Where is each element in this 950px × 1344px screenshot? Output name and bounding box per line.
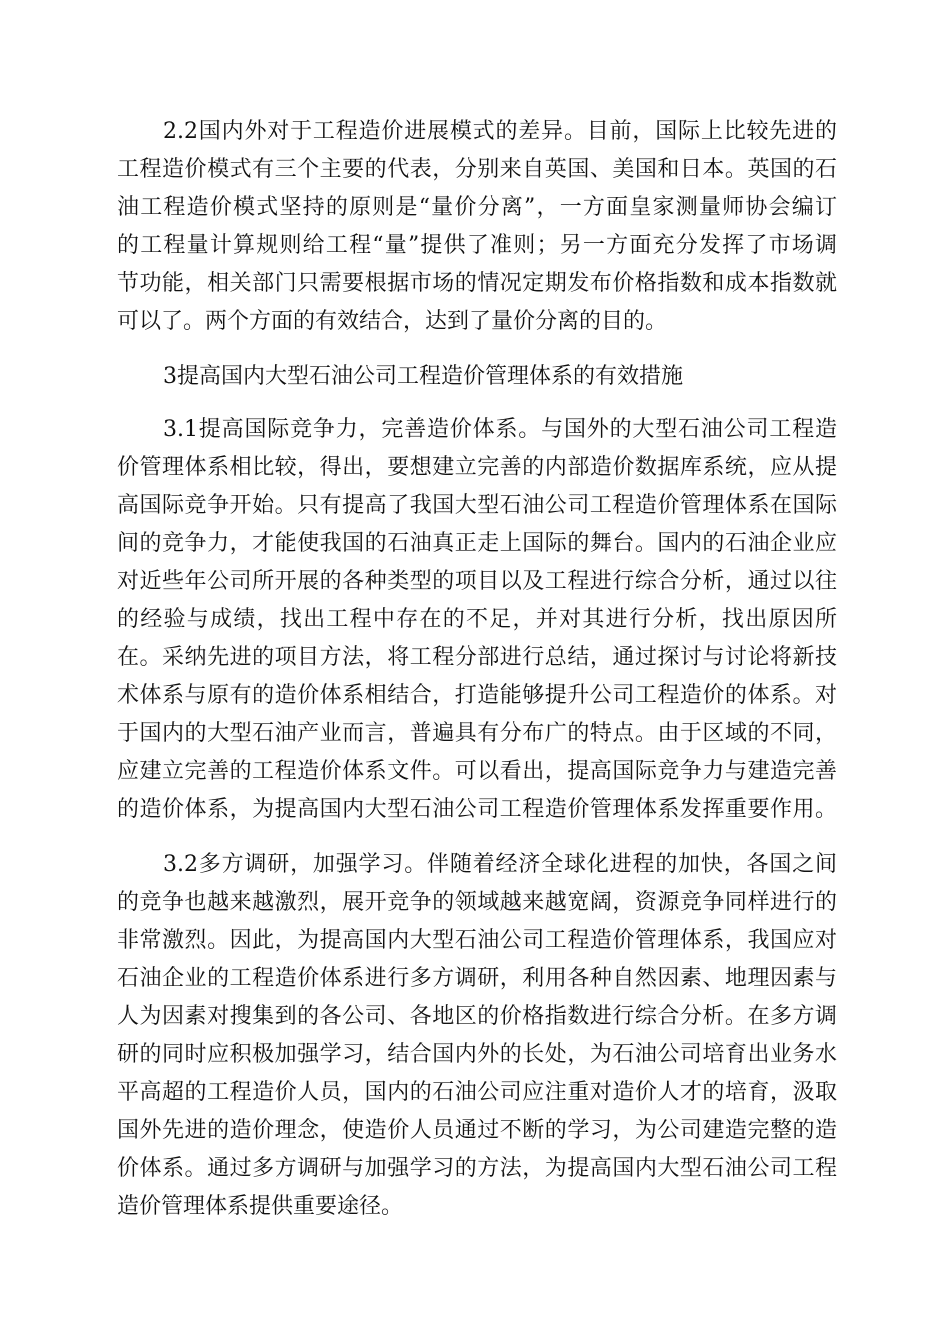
paragraph-3-1-line-4: 间的竞争力，才能使我国的石油真正走上国际的舞台。国内的石油企业应 [117,531,837,556]
paragraph-3-1-line-6: 的经验与成绩，找出工程中存在的不足，并对其进行分析，找出原因所 [117,607,837,632]
paragraph-3-1-line-10: 应建立完善的工程造价体系文件。可以看出，提高国际竞争力与建造完善 [117,759,837,784]
paragraph-3-2-line-1: 3.2多方调研，加强学习。伴随着经济全球化进程的加快，各国之间 [163,852,837,877]
paragraph-2-2-line-4: 的工程量计算规则给工程“量”提供了准则；另一方面充分发挥了市场调 [117,233,837,258]
paragraph-3-1-line-3: 高国际竞争开始。只有提高了我国大型石油公司工程造价管理体系在国际 [117,493,837,518]
section-3-heading: 3提高国内大型石油公司工程造价管理体系的有效措施 [163,364,683,389]
paragraph-3-2-line-6: 研的同时应积极加强学习，结合国内外的长处，为石油公司培育出业务水 [117,1042,837,1067]
paragraph-2-2-line-1: 2.2国内外对于工程造价进展模式的差异。目前，国际上比较先进的 [163,119,837,144]
paragraph-3-2-line-9: 价体系。通过多方调研与加强学习的方法，为提高国内大型石油公司工程 [117,1156,837,1181]
paragraph-3-2-line-5: 人为因素对搜集到的各公司、各地区的价格指数进行综合分析。在多方调 [117,1004,837,1029]
paragraph-3-1-line-8: 术体系与原有的造价体系相结合，打造能够提升公司工程造价的体系。对 [117,683,837,708]
paragraph-3-1-line-11: 的造价体系，为提高国内大型石油公司工程造价管理体系发挥重要作用。 [117,797,837,822]
paragraph-3-1-line-5: 对近些年公司所开展的各种类型的项目以及工程进行综合分析，通过以往 [117,569,837,594]
paragraph-3-2-line-2: 的竞争也越来越激烈，展开竞争的领域越来越宽阔，资源竞争同样进行的 [117,890,837,915]
paragraph-3-2-line-8: 国外先进的造价理念，使造价人员通过不断的学习，为公司建造完整的造 [117,1118,837,1143]
paragraph-2-2-line-2: 工程造价模式有三个主要的代表，分别来自英国、美国和日本。英国的石 [117,157,837,182]
paragraph-3-1-line-1: 3.1提高国际竞争力，完善造价体系。与国外的大型石油公司工程造 [163,417,837,442]
paragraph-3-2-line-3: 非常激烈。因此，为提高国内大型石油公司工程造价管理体系，我国应对 [117,928,837,953]
paragraph-3-2-line-7: 平高超的工程造价人员，国内的石油公司应注重对造价人才的培育，汲取 [117,1080,837,1105]
paragraph-3-2-line-10: 造价管理体系提供重要途径。 [117,1194,404,1219]
paragraph-2-2-line-6: 可以了。两个方面的有效结合，达到了量价分离的目的。 [117,309,668,334]
paragraph-3-1-line-2: 价管理体系相比较，得出，要想建立完善的内部造价数据库系统，应从提 [117,455,837,480]
paragraph-2-2-line-5: 节功能，相关部门只需要根据市场的情况定期发布价格指数和成本指数就 [117,271,837,296]
paragraph-2-2-line-3: 油工程造价模式坚持的原则是“量价分离”，一方面皇家测量师协会编订 [117,195,837,220]
paragraph-3-2-line-4: 石油企业的工程造价体系进行多方调研，利用各种自然因素、地理因素与 [117,966,837,991]
paragraph-3-1-line-9: 于国内的大型石油产业而言，普遍具有分布广的特点。由于区域的不同， [117,721,837,746]
paragraph-3-1-line-7: 在。采纳先进的项目方法，将工程分部进行总结，通过探讨与讨论将新技 [117,645,837,670]
